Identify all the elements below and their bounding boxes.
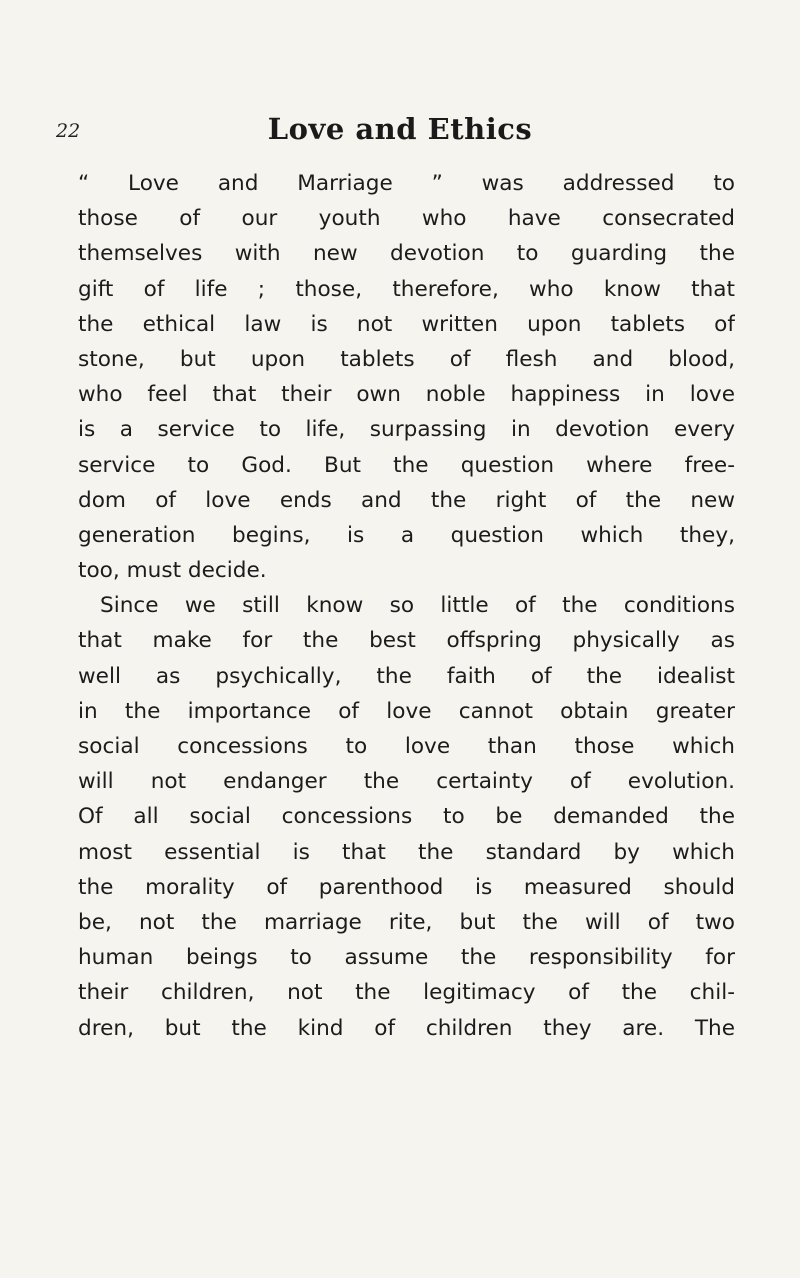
text-line: those of our youth who have consecrated [78,206,735,232]
text-line: gift of life ; those, therefore, who know that [78,276,735,302]
text-line: too, must decide. [78,558,267,584]
text-line: dom of love ends and the right of the new [78,487,735,513]
text-line: their children, not the legitimacy of the chil- [78,980,735,1006]
page-header [56,112,744,152]
text-line: social concessions to love than those which [78,734,735,759]
text-line: service to God. But the question where free- [78,452,735,478]
text-line: themselves with new devotion to guarding the [78,241,735,267]
text-line: the morality of parenthood is measured should [78,874,735,900]
text-line: well as psychically, the faith of the idealist [78,663,735,689]
text-line: most essential is that the standard by which [78,839,735,865]
text-line: the ethical law is not written upon tablets of [78,311,735,337]
text-line: who feel that their own noble happiness in love [78,382,735,408]
text-line: in the importance of love cannot obtain greater [78,698,735,724]
text-line: Since we still know so little of the conditions [100,593,735,619]
running-head: Love and Ethics [267,112,533,146]
text-line: Of all social concessions to be demanded the [78,804,735,830]
text-line: is a service to life, surpassing in devotion every [78,417,735,443]
paragraph-1 [78,166,735,588]
page-number: 22 [56,120,81,142]
text-line: dren, but the kind of children they are. The [78,1015,735,1041]
text-line: stone, but upon tablets of flesh and blood, [78,346,735,372]
text-line: human beings to assume the responsibility for [78,945,735,971]
body-text [78,166,735,1046]
text-line: will not endanger the certainty of evolution. [78,769,735,795]
text-line: that make for the best offspring physically as [78,628,735,654]
paragraph-2 [78,588,735,1045]
text-line: “ Love and Marriage ” was addressed to [78,171,735,196]
text-line: generation begins, is a question which they, [78,522,735,548]
text-line: be, not the marriage rite, but the will of two [78,909,735,935]
